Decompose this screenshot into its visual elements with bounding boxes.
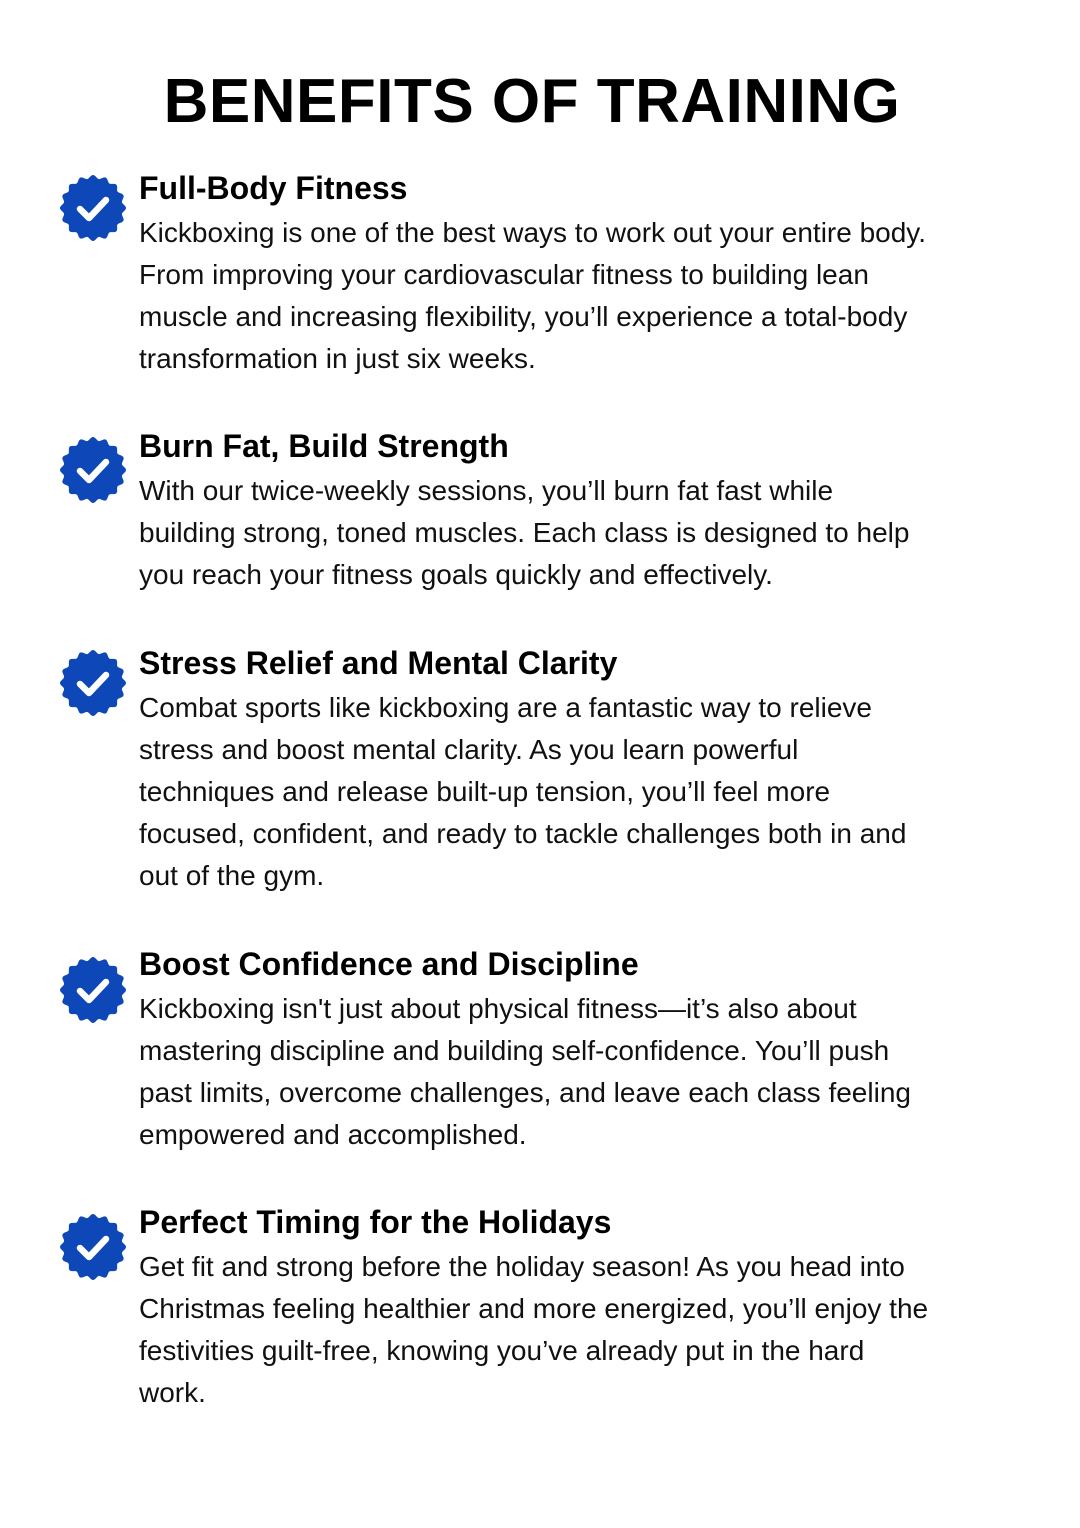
badge-background (60, 175, 126, 241)
check-badge-shape (59, 1213, 127, 1281)
benefit-description (139, 1246, 1039, 1414)
benefit-description (139, 470, 1039, 596)
benefit-description-line: transformation in just six weeks. (139, 343, 536, 374)
badge-background (60, 437, 126, 503)
benefit-description-line: Get fit and strong before the holiday season! As you head into (139, 1251, 905, 1282)
badge-background (60, 650, 126, 716)
benefit-heading: Perfect Timing for the Holidays (139, 1204, 612, 1240)
benefit-description-line: stress and boost mental clarity. As you learn powerful (139, 734, 799, 765)
benefit-description (139, 988, 1039, 1156)
check-badge-shape (59, 436, 127, 504)
benefit-description-line: Combat sports like kickboxing are a fantastic way to relieve (139, 692, 872, 723)
benefit-description-line: past limits, overcome challenges, and leave each class feeling (139, 1077, 911, 1108)
check-badge-icon (59, 649, 127, 717)
check-badge-icon (59, 956, 127, 1024)
benefit-description-line: From improving your cardiovascular fitness to building lean (139, 259, 869, 290)
benefit-description-line: Kickboxing is one of the best ways to work out your entire body. (139, 217, 927, 248)
benefit-description-line: empowered and accomplished. (139, 1119, 527, 1150)
benefit-heading: Burn Fat, Build Strength (139, 428, 509, 464)
check-badge-shape (59, 174, 127, 242)
benefit-description-line: festivities guilt-free, knowing you’ve already put in the hard (139, 1335, 865, 1366)
benefit-description-line: building strong, toned muscles. Each class is designed to help (139, 517, 910, 548)
badge-background (60, 957, 126, 1023)
benefit-heading: Stress Relief and Mental Clarity (139, 645, 618, 681)
check-badge-shape (59, 649, 127, 717)
benefit-description (139, 687, 1039, 897)
benefit-description-line: muscle and increasing flexibility, you’ll experience a total-body (139, 301, 908, 332)
benefit-description-line: mastering discipline and building self-confidence. You’ll push (139, 1035, 890, 1066)
check-badge-icon (59, 436, 127, 504)
benefit-heading: Full-Body Fitness (139, 170, 408, 206)
benefit-description (139, 212, 1039, 380)
badge-background (60, 1214, 126, 1280)
benefit-description-line: Kickboxing isn't just about physical fitness—it’s also about (139, 993, 857, 1024)
benefit-description-line: Christmas feeling healthier and more energized, you’ll enjoy the (139, 1293, 929, 1324)
check-badge-icon (59, 1213, 127, 1281)
benefit-description-line: With our twice-weekly sessions, you’ll burn fat fast while (139, 475, 834, 506)
check-badge-shape (59, 956, 127, 1024)
benefit-description-line: focused, confident, and ready to tackle challenges both in and (139, 818, 907, 849)
benefit-description-line: out of the gym. (139, 860, 325, 891)
benefit-description-line: you reach your fitness goals quickly and effectively. (139, 559, 773, 590)
check-badge-icon (59, 174, 127, 242)
page-title: BENEFITS OF TRAINING (163, 66, 901, 136)
benefit-heading: Boost Confidence and Discipline (139, 946, 639, 982)
benefit-description-line: techniques and release built-up tension, you’ll feel more (139, 776, 831, 807)
benefit-description-line: work. (139, 1377, 206, 1408)
